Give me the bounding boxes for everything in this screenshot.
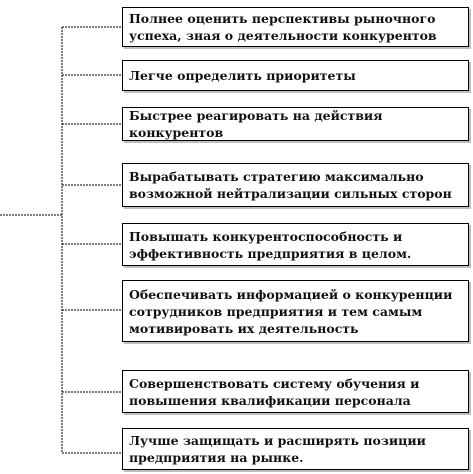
diagram-box-5 xyxy=(122,223,469,266)
diagram-box-text: Полнее оценить перспективы рыночного успеха, зная о деятельности конкурентов xyxy=(129,11,437,43)
diagram-box-text: Легче определить приоритеты xyxy=(129,68,356,83)
diagram-box-6 xyxy=(122,280,469,342)
diagram-box-7 xyxy=(122,370,469,413)
diagram-box-4 xyxy=(122,163,469,207)
diagram-box-3 xyxy=(122,107,469,141)
diagram-box-text: Повышать конкурентоспособность и эффективность предприятия в целом. xyxy=(129,228,412,261)
diagram-box-1 xyxy=(122,7,469,47)
diagram-box-2 xyxy=(122,60,469,91)
diagram-box-text: Вырабатывать стратегию максимально возможной нейтрализации сильных сторон xyxy=(129,169,452,201)
diagram-box-text: Лучше защищать и расширять позиции предприятия на рынке. xyxy=(129,433,426,465)
diagram-box-text: Быстрее реагировать на действия конкурентов xyxy=(129,108,383,140)
diagram-box-8 xyxy=(122,428,469,470)
diagram-box-text: Совершенствовать систему обучения и повышения квалификации персонала xyxy=(129,375,420,408)
diagram-box-text: Обеспечивать информацией о конкуренции сотрудников предприятия и тем самым мотивировать их деятельность xyxy=(129,286,453,336)
